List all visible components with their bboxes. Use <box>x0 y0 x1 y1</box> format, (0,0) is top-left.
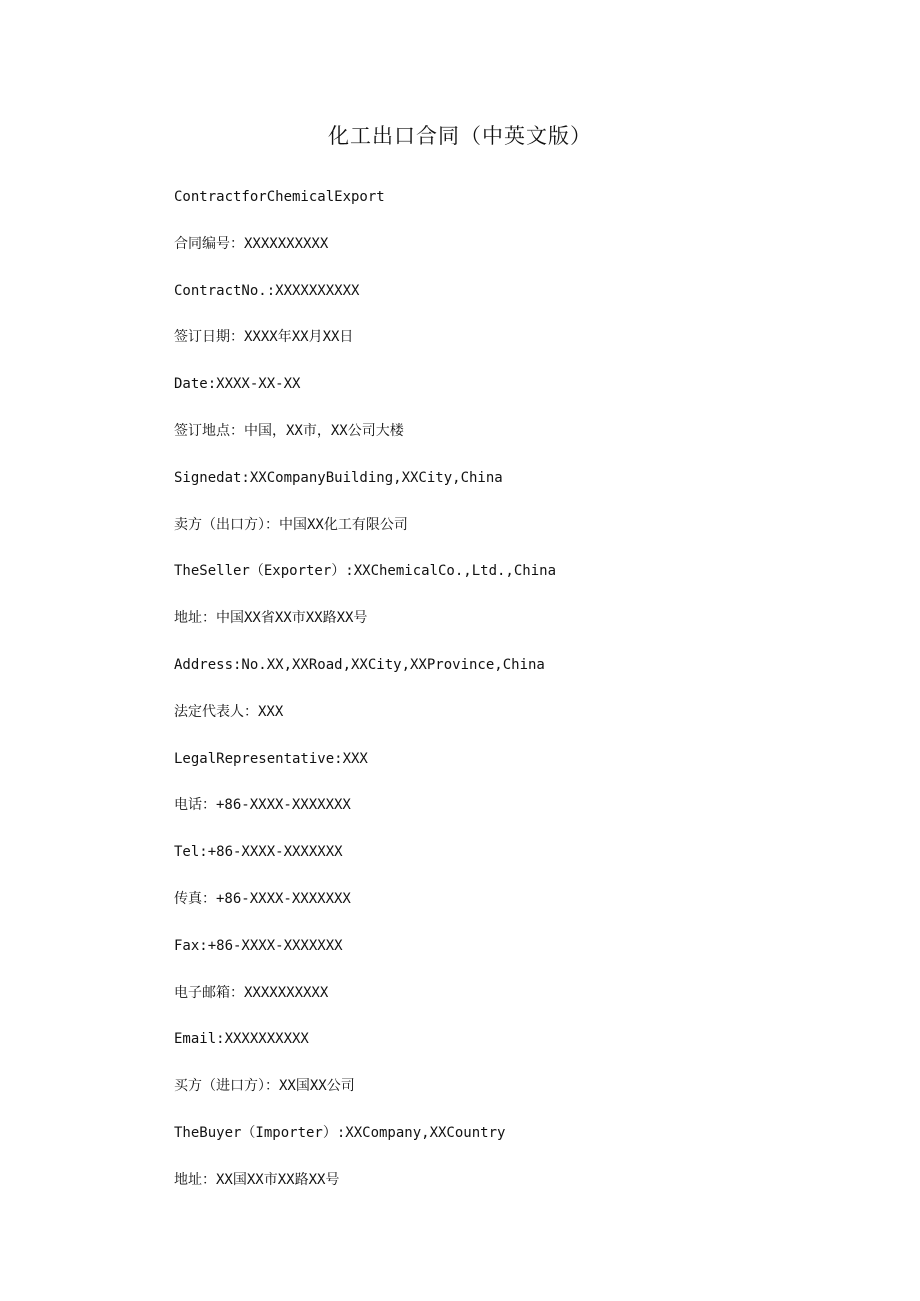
contract-number-cn: 合同编号：XXXXXXXXXX <box>174 235 329 252</box>
signing-date-cn: 签订日期：XXXX年XX月XX日 <box>174 329 354 346</box>
buyer-name-cn: 买方（进口方）：XX国XX公司 <box>174 1078 355 1095</box>
buyer-address-cn: 地址：XX国XX市XX路XX号 <box>174 1171 340 1188</box>
seller-address-en: Address:No.XX,XXRoad,XXCity,XXProvince,China <box>174 656 545 673</box>
signing-date-en: Date:XXXX-XX-XX <box>174 376 301 393</box>
legal-representative-cn: 法定代表人：XXX <box>174 703 284 720</box>
seller-name-cn: 卖方（出口方）：中国XX化工有限公司 <box>174 516 408 533</box>
fax-cn: 传真：+86-XXXX-XXXXXXX <box>174 890 351 907</box>
document-title: 化工出口合同（中英文版） <box>328 124 592 148</box>
telephone-en: Tel:+86-XXXX-XXXXXXX <box>174 844 343 861</box>
contract-number-en: ContractNo.:XXXXXXXXXX <box>174 282 360 299</box>
seller-address-cn: 地址：中国XX省XX市XX路XX号 <box>174 610 368 627</box>
email-cn: 电子邮箱：XXXXXXXXXX <box>174 984 329 1001</box>
signing-place-cn: 签订地点：中国，XX市，XX公司大楼 <box>174 422 404 439</box>
contract-title-english: ContractforChemicalExport <box>174 189 385 205</box>
seller-name-en: TheSeller（Exporter）:XXChemicalCo.,Ltd.,China <box>174 563 557 580</box>
telephone-cn: 电话：+86-XXXX-XXXXXXX <box>174 797 351 814</box>
contract-body <box>174 183 874 1213</box>
signing-place-en: Signedat:XXCompanyBuilding,XXCity,China <box>174 469 503 486</box>
legal-representative-en: LegalRepresentative:XXX <box>174 750 368 767</box>
email-en: Email:XXXXXXXXXX <box>174 1031 309 1048</box>
fax-en: Fax:+86-XXXX-XXXXXXX <box>174 937 343 954</box>
buyer-name-en: TheBuyer（Importer）:XXCompany,XXCountry <box>174 1124 506 1141</box>
